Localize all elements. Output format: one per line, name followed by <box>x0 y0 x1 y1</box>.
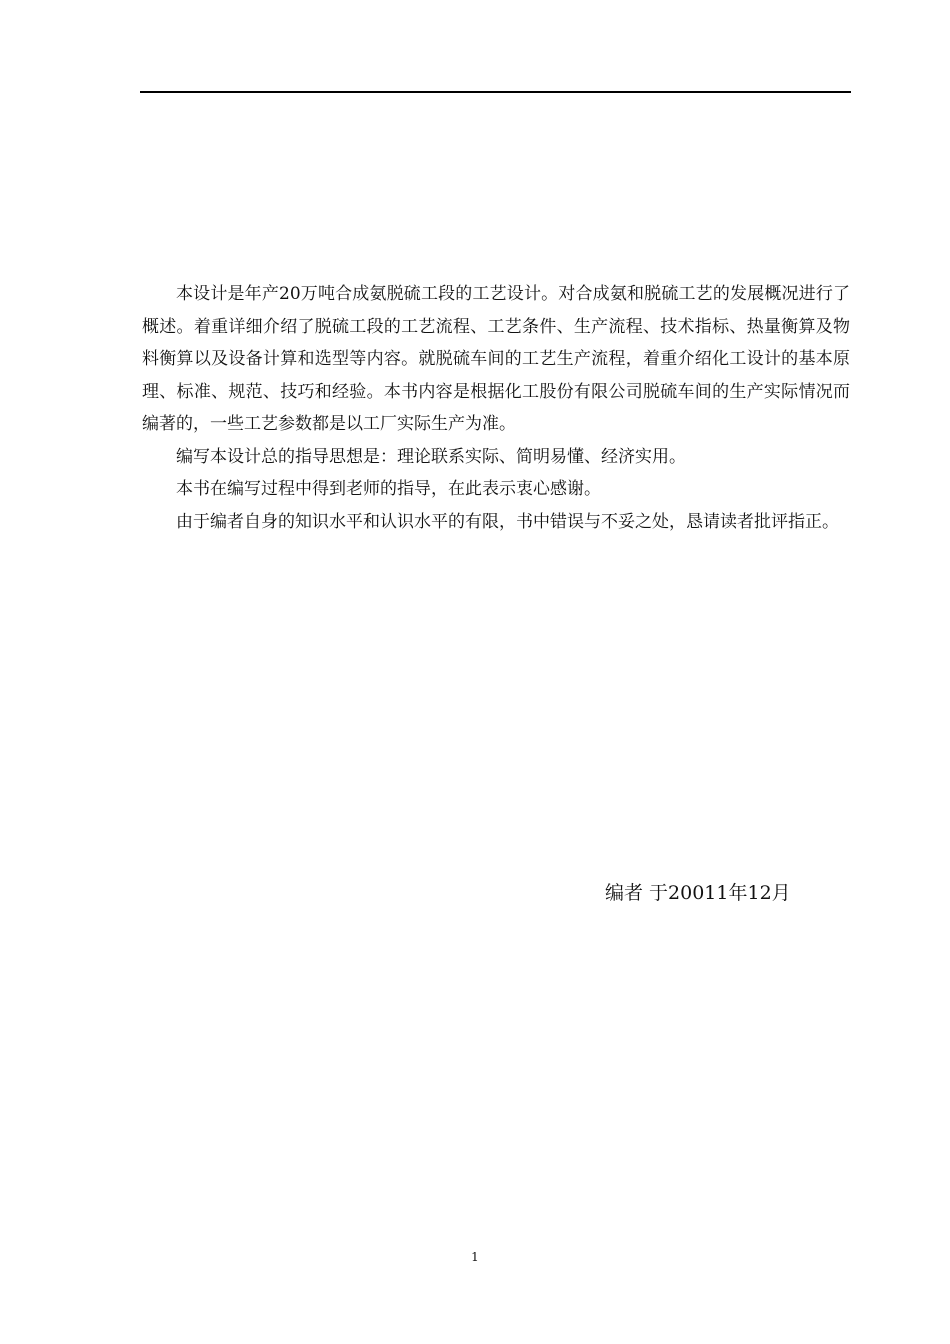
paragraph-guiding-principle: 编写本设计总的指导思想是：理论联系实际、简明易懂、经济实用。 <box>176 446 686 467</box>
page-number: 1 <box>471 1250 479 1264</box>
header-rule <box>140 91 851 93</box>
paragraph-overview: 本设计是年产20万吨合成氨脱硫工段的工艺设计。对合成氨和脱硫工艺的发展概况进行了概述。着重详细介绍了脱硫工段的工艺流程、工艺条件、生产流程、技术指标、热量衡算及物料衡算以及设备计算和选型等内容。就脱硫车间的工艺生产流程，着重介绍化工设计的基本原理、标准、规范、技巧和经验。本书内容是根据化工股份有限公司脱硫车间的生产实际情况而编著的，一些工艺参数都是以工厂实际生产为准。 <box>142 284 850 434</box>
paragraph-request-corrections: 由于编者自身的知识水平和认识水平的有限，书中错误与不妥之处，恳请读者批评指正。 <box>176 511 839 532</box>
author-signature: 编者 于20011年12月 <box>605 882 791 904</box>
preface-body <box>142 278 850 538</box>
page-title <box>0 205 950 226</box>
paragraph-acknowledgement: 本书在编写过程中得到老师的指导，在此表示衷心感谢。 <box>176 479 601 499</box>
